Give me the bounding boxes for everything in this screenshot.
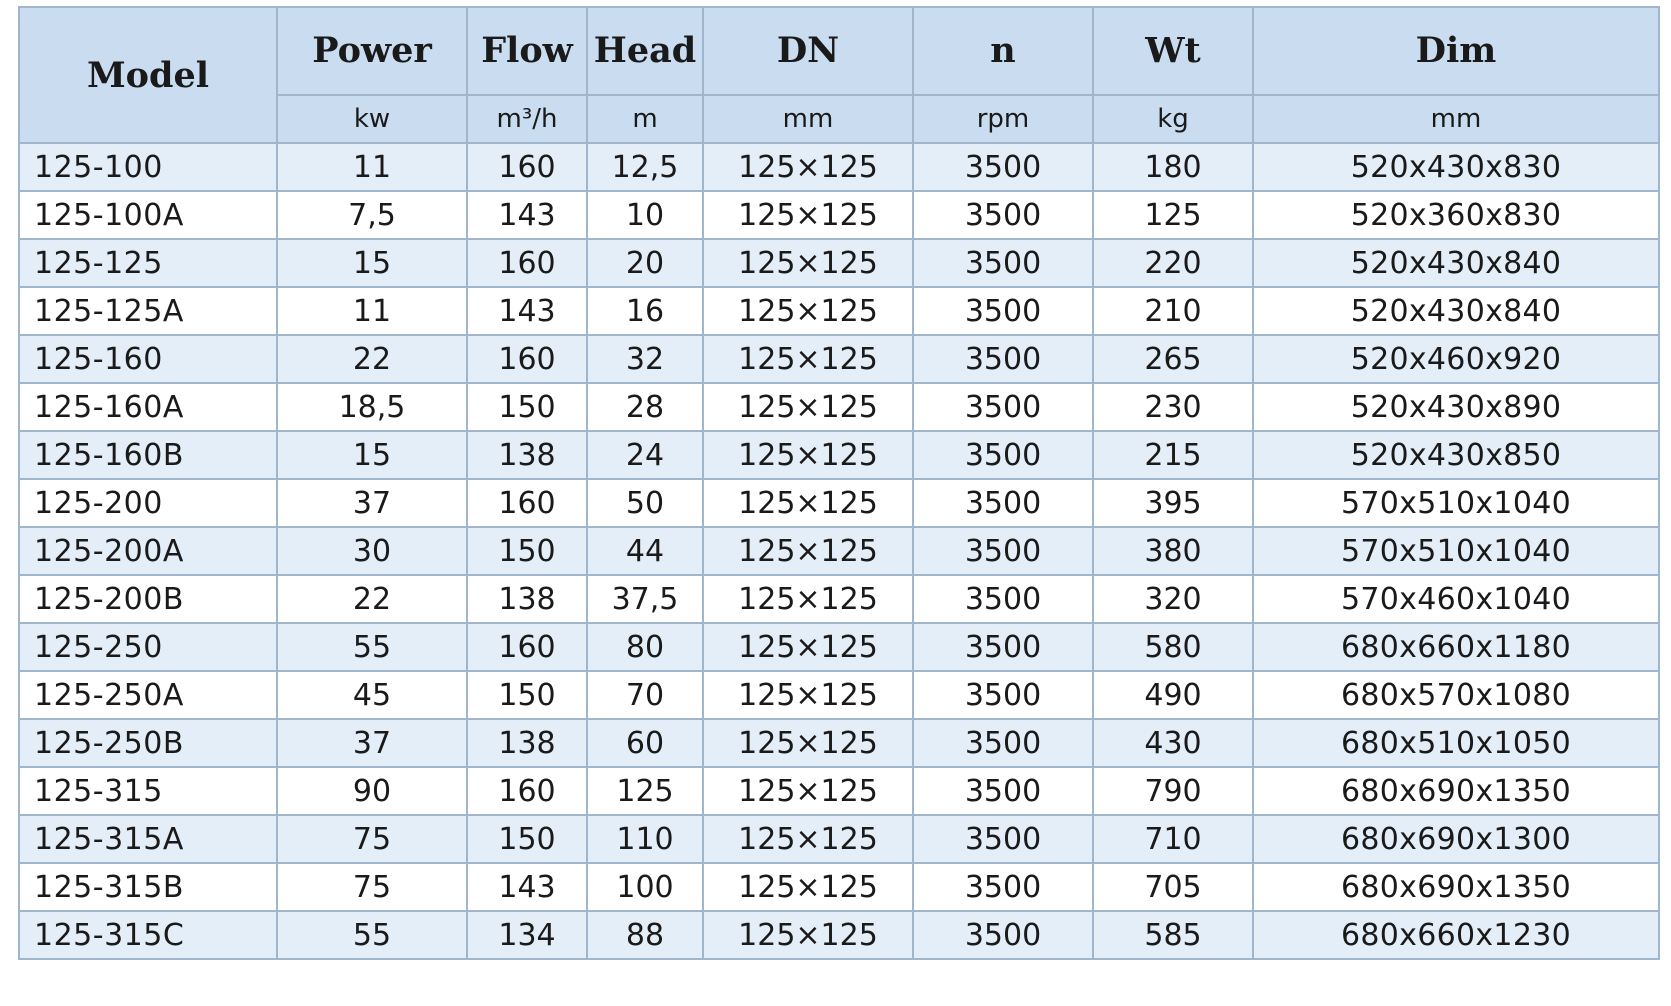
table-row: [19, 335, 1659, 383]
cell-dn: 125×125: [703, 719, 913, 767]
column-unit-n: rpm: [913, 95, 1093, 143]
cell-flow: 143: [467, 863, 587, 911]
cell-n: 3500: [913, 719, 1093, 767]
cell-head: 110: [587, 815, 703, 863]
cell-head: 50: [587, 479, 703, 527]
table-row: [19, 767, 1659, 815]
cell-wt: 215: [1093, 431, 1253, 479]
cell-model: 125-125: [19, 239, 277, 287]
cell-flow: 160: [467, 335, 587, 383]
cell-wt: 230: [1093, 383, 1253, 431]
cell-n: 3500: [913, 863, 1093, 911]
cell-dim: 570x510x1040: [1253, 479, 1659, 527]
cell-power: 37: [277, 479, 467, 527]
cell-wt: 790: [1093, 767, 1253, 815]
cell-dn: 125×125: [703, 383, 913, 431]
table-row: [19, 431, 1659, 479]
cell-n: 3500: [913, 767, 1093, 815]
cell-flow: 138: [467, 575, 587, 623]
column-header-power: Power: [277, 7, 467, 95]
cell-dn: 125×125: [703, 431, 913, 479]
cell-dn: 125×125: [703, 527, 913, 575]
cell-power: 7,5: [277, 191, 467, 239]
cell-wt: 380: [1093, 527, 1253, 575]
cell-dim: 520x360x830: [1253, 191, 1659, 239]
cell-dn: 125×125: [703, 671, 913, 719]
cell-dn: 125×125: [703, 815, 913, 863]
cell-wt: 710: [1093, 815, 1253, 863]
cell-n: 3500: [913, 911, 1093, 959]
cell-model: 125-160A: [19, 383, 277, 431]
cell-dn: 125×125: [703, 335, 913, 383]
column-unit-wt: kg: [1093, 95, 1253, 143]
pump-specification-table: [18, 6, 1660, 960]
cell-wt: 430: [1093, 719, 1253, 767]
cell-power: 55: [277, 623, 467, 671]
cell-wt: 125: [1093, 191, 1253, 239]
table-body: [19, 143, 1659, 959]
cell-dim: 520x460x920: [1253, 335, 1659, 383]
cell-wt: 180: [1093, 143, 1253, 191]
table-row: [19, 575, 1659, 623]
header-row-titles: [19, 7, 1659, 95]
cell-power: 90: [277, 767, 467, 815]
cell-head: 10: [587, 191, 703, 239]
cell-dim: 680x570x1080: [1253, 671, 1659, 719]
cell-n: 3500: [913, 479, 1093, 527]
cell-wt: 265: [1093, 335, 1253, 383]
cell-head: 100: [587, 863, 703, 911]
cell-n: 3500: [913, 287, 1093, 335]
cell-model: 125-315C: [19, 911, 277, 959]
column-unit-power: kw: [277, 95, 467, 143]
cell-dn: 125×125: [703, 143, 913, 191]
column-header-dn: DN: [703, 7, 913, 95]
table-row: [19, 815, 1659, 863]
table-row: [19, 527, 1659, 575]
cell-n: 3500: [913, 239, 1093, 287]
cell-flow: 160: [467, 479, 587, 527]
cell-model: 125-200: [19, 479, 277, 527]
cell-flow: 150: [467, 815, 587, 863]
cell-model: 125-315B: [19, 863, 277, 911]
spec-sheet: [0, 6, 1671, 1006]
cell-model: 125-250B: [19, 719, 277, 767]
cell-head: 12,5: [587, 143, 703, 191]
cell-dn: 125×125: [703, 575, 913, 623]
cell-dim: 680x690x1350: [1253, 863, 1659, 911]
cell-power: 11: [277, 143, 467, 191]
cell-dn: 125×125: [703, 767, 913, 815]
cell-power: 55: [277, 911, 467, 959]
cell-head: 28: [587, 383, 703, 431]
table-row: [19, 719, 1659, 767]
column-unit-dim: mm: [1253, 95, 1659, 143]
cell-head: 24: [587, 431, 703, 479]
cell-flow: 160: [467, 623, 587, 671]
cell-power: 11: [277, 287, 467, 335]
cell-head: 88: [587, 911, 703, 959]
cell-model: 125-200B: [19, 575, 277, 623]
cell-dim: 680x510x1050: [1253, 719, 1659, 767]
column-unit-flow: m³/h: [467, 95, 587, 143]
column-unit-dn: mm: [703, 95, 913, 143]
cell-n: 3500: [913, 383, 1093, 431]
cell-flow: 138: [467, 431, 587, 479]
cell-power: 30: [277, 527, 467, 575]
cell-flow: 150: [467, 527, 587, 575]
table-row: [19, 671, 1659, 719]
cell-head: 125: [587, 767, 703, 815]
column-header-wt: Wt: [1093, 7, 1253, 95]
column-header-head: Head: [587, 7, 703, 95]
cell-n: 3500: [913, 191, 1093, 239]
cell-power: 37: [277, 719, 467, 767]
cell-model: 125-250A: [19, 671, 277, 719]
cell-power: 18,5: [277, 383, 467, 431]
cell-dim: 570x460x1040: [1253, 575, 1659, 623]
table-row: [19, 191, 1659, 239]
cell-dn: 125×125: [703, 911, 913, 959]
column-unit-head: m: [587, 95, 703, 143]
cell-head: 37,5: [587, 575, 703, 623]
table-row: [19, 239, 1659, 287]
table-row: [19, 287, 1659, 335]
cell-wt: 490: [1093, 671, 1253, 719]
cell-model: 125-160: [19, 335, 277, 383]
table-header: [19, 7, 1659, 143]
cell-wt: 585: [1093, 911, 1253, 959]
cell-model: 125-100A: [19, 191, 277, 239]
cell-wt: 220: [1093, 239, 1253, 287]
table-row: [19, 143, 1659, 191]
cell-model: 125-315A: [19, 815, 277, 863]
cell-dim: 680x690x1300: [1253, 815, 1659, 863]
cell-model: 125-160B: [19, 431, 277, 479]
cell-model: 125-250: [19, 623, 277, 671]
cell-n: 3500: [913, 671, 1093, 719]
cell-n: 3500: [913, 527, 1093, 575]
cell-flow: 160: [467, 239, 587, 287]
table-row: [19, 911, 1659, 959]
cell-power: 15: [277, 239, 467, 287]
cell-wt: 395: [1093, 479, 1253, 527]
cell-dim: 680x690x1350: [1253, 767, 1659, 815]
cell-flow: 160: [467, 143, 587, 191]
cell-model: 125-200A: [19, 527, 277, 575]
cell-power: 45: [277, 671, 467, 719]
cell-wt: 580: [1093, 623, 1253, 671]
cell-n: 3500: [913, 623, 1093, 671]
cell-model: 125-100: [19, 143, 277, 191]
cell-n: 3500: [913, 431, 1093, 479]
table-row: [19, 623, 1659, 671]
cell-dim: 520x430x830: [1253, 143, 1659, 191]
cell-flow: 160: [467, 767, 587, 815]
cell-head: 44: [587, 527, 703, 575]
cell-n: 3500: [913, 575, 1093, 623]
cell-flow: 134: [467, 911, 587, 959]
cell-head: 32: [587, 335, 703, 383]
cell-power: 22: [277, 335, 467, 383]
table-row: [19, 863, 1659, 911]
cell-dim: 520x430x890: [1253, 383, 1659, 431]
cell-power: 22: [277, 575, 467, 623]
cell-flow: 143: [467, 287, 587, 335]
cell-dn: 125×125: [703, 191, 913, 239]
cell-model: 125-125A: [19, 287, 277, 335]
cell-wt: 705: [1093, 863, 1253, 911]
cell-flow: 150: [467, 383, 587, 431]
column-header-flow: Flow: [467, 7, 587, 95]
cell-head: 20: [587, 239, 703, 287]
cell-n: 3500: [913, 335, 1093, 383]
cell-head: 60: [587, 719, 703, 767]
cell-dn: 125×125: [703, 623, 913, 671]
cell-dim: 520x430x840: [1253, 287, 1659, 335]
cell-dn: 125×125: [703, 287, 913, 335]
cell-head: 70: [587, 671, 703, 719]
cell-model: 125-315: [19, 767, 277, 815]
cell-power: 75: [277, 863, 467, 911]
cell-dn: 125×125: [703, 863, 913, 911]
cell-flow: 150: [467, 671, 587, 719]
cell-head: 16: [587, 287, 703, 335]
column-header-dim: Dim: [1253, 7, 1659, 95]
cell-n: 3500: [913, 815, 1093, 863]
cell-dim: 680x660x1230: [1253, 911, 1659, 959]
cell-flow: 138: [467, 719, 587, 767]
cell-dn: 125×125: [703, 479, 913, 527]
table-row: [19, 479, 1659, 527]
cell-dn: 125×125: [703, 239, 913, 287]
cell-n: 3500: [913, 143, 1093, 191]
column-header-model: Model: [19, 7, 277, 143]
cell-wt: 210: [1093, 287, 1253, 335]
column-header-n: n: [913, 7, 1093, 95]
cell-head: 80: [587, 623, 703, 671]
cell-dim: 680x660x1180: [1253, 623, 1659, 671]
cell-flow: 143: [467, 191, 587, 239]
cell-wt: 320: [1093, 575, 1253, 623]
cell-dim: 520x430x850: [1253, 431, 1659, 479]
cell-dim: 570x510x1040: [1253, 527, 1659, 575]
cell-power: 75: [277, 815, 467, 863]
cell-power: 15: [277, 431, 467, 479]
table-row: [19, 383, 1659, 431]
cell-dim: 520x430x840: [1253, 239, 1659, 287]
